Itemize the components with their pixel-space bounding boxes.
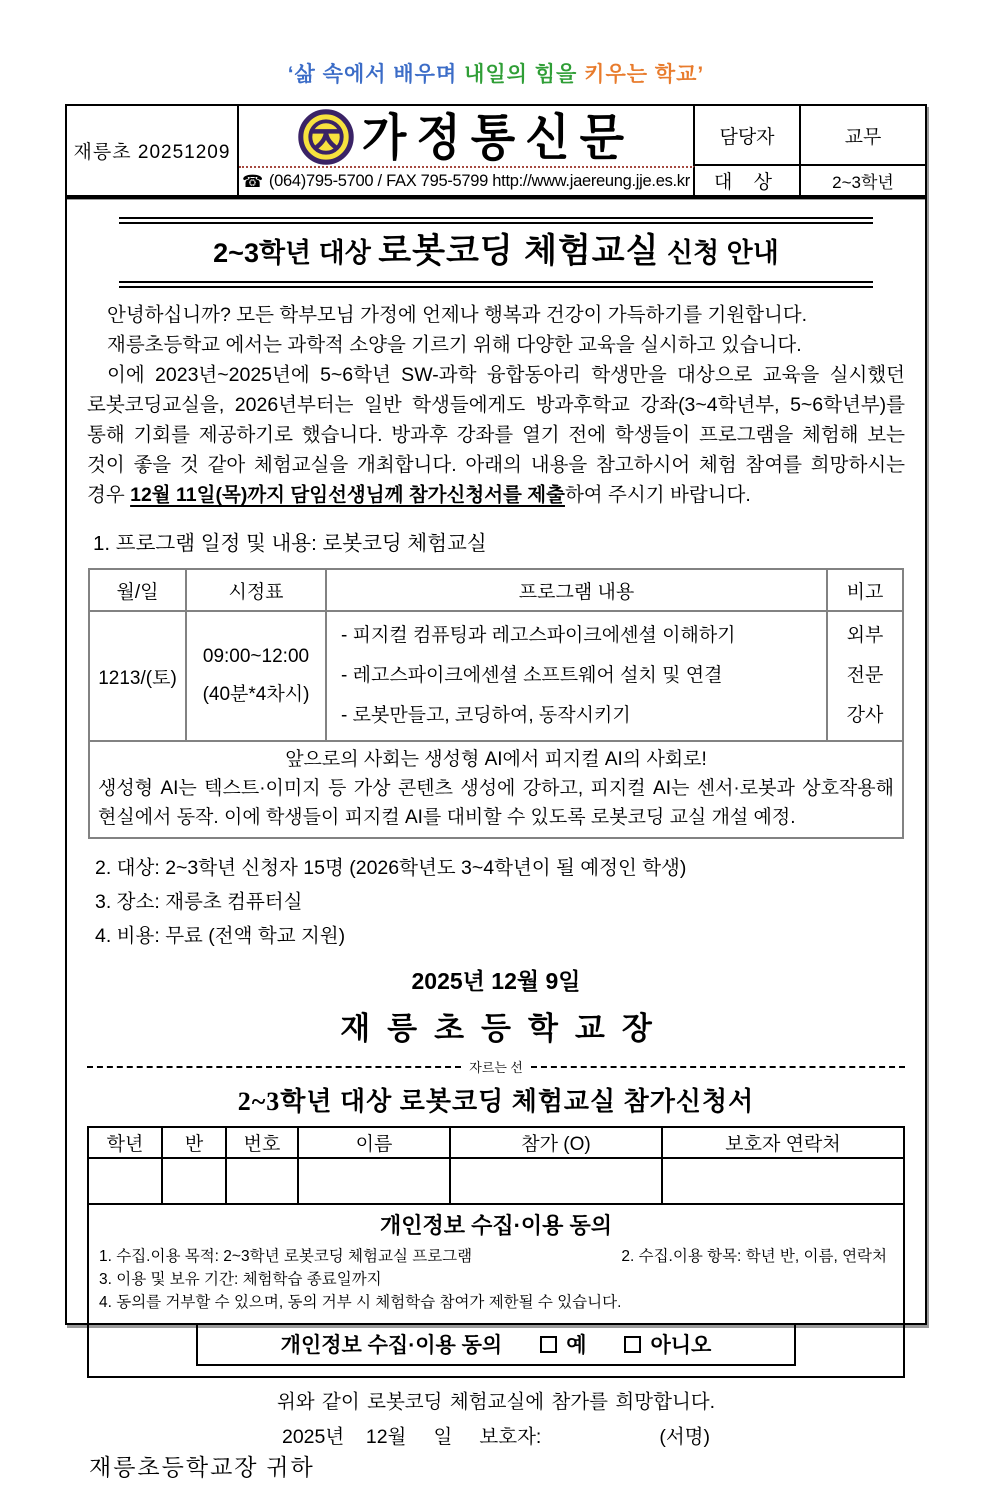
column-header-grade: 학년 bbox=[88, 1127, 162, 1158]
consent-option-yes[interactable] bbox=[540, 1329, 586, 1359]
number-field[interactable] bbox=[226, 1158, 298, 1204]
privacy-items-row bbox=[99, 1245, 893, 1268]
column-header-date: 월/일 bbox=[89, 569, 186, 611]
slogan-segment-green: 내일의 힘을 bbox=[464, 63, 585, 86]
column-header-number: 번호 bbox=[226, 1127, 298, 1158]
notice-item-target: 2. 대상: 2~3학년 신청자 15명 (2026학년도 3~4학년이 될 예정인 학생) bbox=[95, 857, 687, 880]
consent-option-no[interactable] bbox=[624, 1329, 711, 1359]
intro-paragraph-2: 재릉초등학교 에서는 과학적 소양을 기르기 위해 다양한 교육을 실시하고 있습니다. bbox=[107, 334, 802, 357]
class-field[interactable] bbox=[162, 1158, 226, 1204]
privacy-consent-section bbox=[87, 1205, 905, 1378]
submission-deadline: 12월 11일(목)까지 담임선생님께 참가신청서를 제출 bbox=[130, 484, 565, 507]
program-date: 1213/(토) bbox=[89, 611, 186, 741]
school-logo-icon bbox=[298, 109, 354, 165]
contact-line bbox=[239, 166, 695, 195]
masthead-cell bbox=[239, 106, 695, 166]
masthead-table bbox=[65, 104, 927, 197]
notice-item-place: 3. 장소: 재릉초 컴퓨터실 bbox=[95, 891, 303, 914]
signature-date-text: 2025년 12월 일 보호자: bbox=[281, 1426, 542, 1449]
application-form-title: 2~3학년 대상 로봇코딩 체험교실 참가신청서 bbox=[237, 1087, 755, 1117]
manager-label: 담당자 bbox=[695, 106, 801, 166]
notice-item-cost: 4. 비용: 무료 (전액 학교 지원) bbox=[95, 925, 346, 948]
intro-paragraphs bbox=[87, 300, 905, 510]
program-table-footer-row bbox=[89, 741, 903, 838]
program-table-data-row bbox=[89, 611, 903, 741]
program-note-line: 강사 bbox=[846, 705, 884, 727]
program-time-range: 09:00~12:00 bbox=[202, 646, 310, 668]
consent-yes-label: 예 bbox=[566, 1334, 587, 1358]
intro-paragraph-1: 안녕하십니까? 모든 학부모님 가정에 언제나 행복과 건강이 가득하기를 기원합니다. bbox=[107, 304, 808, 327]
guardian-contact-field[interactable] bbox=[662, 1158, 904, 1204]
application-table-header-row bbox=[88, 1127, 904, 1158]
cut-here-label: 자르는 선 bbox=[469, 1060, 523, 1076]
column-header-timetable: 시정표 bbox=[186, 569, 326, 611]
program-content bbox=[326, 611, 827, 741]
privacy-item-refusal: 4. 동의를 거부할 수 있으며, 동의 거부 시 체험학습 참여가 제한될 수 있습니다. bbox=[99, 1294, 622, 1312]
ai-society-note-body: 생성형 AI는 텍스트·이미지 등 가상 콘텐츠 생성에 강하고, 피지컬 AI는 센서·로봇과 상호작용해 현실에서 동작. 이에 학생들이 피지컬 AI를 대비할 수 있도록 로봇코딩 교실 개설 예정. bbox=[98, 778, 894, 829]
program-content-item: - 피지컬 컴퓨팅과 레고스파이크에센셜 이해하기 bbox=[341, 625, 736, 647]
consent-no-label: 아니오 bbox=[650, 1334, 712, 1358]
target-value: 2~3학년 bbox=[832, 173, 894, 192]
application-table-entry-row bbox=[88, 1158, 904, 1204]
privacy-item-purpose: 1. 수집.이용 목적: 2~3학년 로봇코딩 체험교실 프로그램 bbox=[99, 1248, 473, 1266]
program-table-header-row bbox=[89, 569, 903, 611]
checkbox-no-icon[interactable] bbox=[624, 1336, 641, 1353]
checkbox-yes-icon[interactable] bbox=[540, 1336, 557, 1353]
masthead-title: 가정통신문 bbox=[361, 107, 635, 167]
ai-society-note bbox=[89, 741, 903, 838]
program-content-item: - 레고스파이크에센셜 소프트웨어 설치 및 연결 bbox=[341, 665, 723, 687]
participate-field[interactable] bbox=[450, 1158, 662, 1204]
program-schedule-table bbox=[88, 568, 904, 839]
program-note bbox=[827, 611, 903, 741]
participation-statement: 위와 같이 로봇코딩 체험교실에 참가를 희망합니다. bbox=[276, 1391, 716, 1414]
ai-society-note-title: 앞으로의 사회는 생성형 AI에서 피지컬 AI의 사회로! bbox=[285, 749, 707, 771]
section-1-heading: 1. 프로그램 일정 및 내용: 로봇코딩 체험교실 bbox=[93, 532, 487, 556]
column-header-content: 프로그램 내용 bbox=[326, 569, 827, 611]
signature-date-line bbox=[87, 1421, 905, 1449]
notice-item-list bbox=[95, 851, 905, 953]
notice-title-prefix: 2~3학년 대상 bbox=[213, 238, 379, 268]
principal-signature: 재릉초등학교장 bbox=[340, 1011, 669, 1047]
application-form bbox=[87, 1126, 905, 1378]
manager-value: 교무 bbox=[801, 106, 925, 166]
phone-icon: ☎ bbox=[242, 171, 263, 191]
name-field[interactable] bbox=[298, 1158, 450, 1204]
grade-field[interactable] bbox=[88, 1158, 162, 1204]
column-header-note: 비고 bbox=[827, 569, 903, 611]
intro-paragraph-3-text: 이에 2023년~2025년에 5~6학년 SW-과학 융합동아리 학생만을 대상으로 교육을 실시했던 로봇코딩교실을, 2026년부터는 일반 학생들에게도 방과후학교 강좌(3~4학년부, 5~6학년부)를 통해 기회를 제공하기로 했습니다. 방과후 강좌를 열기 전에 학생들이 프로그램을 체험해 보는 것이 좋을 것 같아 체험교실을 개최합니다. 아래의 내용을 참고하시어 체험 참여를 희망하시는 경우 bbox=[87, 364, 905, 507]
intro-paragraph-3 bbox=[87, 360, 905, 510]
issue-date: 2025년 12월 9일 bbox=[411, 968, 581, 995]
consent-choice-box bbox=[196, 1323, 796, 1366]
program-time bbox=[186, 611, 326, 741]
application-table bbox=[87, 1126, 905, 1205]
column-header-name: 이름 bbox=[298, 1127, 450, 1158]
notice-title bbox=[119, 217, 873, 288]
school-slogan bbox=[0, 0, 992, 88]
cut-here-line bbox=[87, 1057, 905, 1076]
target-label: 대 상 bbox=[695, 166, 801, 195]
notice-body bbox=[65, 197, 927, 1481]
column-header-guardian-contact: 보호자 연락처 bbox=[662, 1127, 904, 1158]
program-time-detail: (40분*4차시) bbox=[202, 684, 310, 706]
slogan-segment-orange: 키우는 학교’ bbox=[584, 63, 705, 86]
form-addressee: 재릉초등학교장 귀하 bbox=[89, 1455, 315, 1481]
contact-text: (064)795-5700 / FAX 795-5799 http://www.jaereung.jje.es.kr bbox=[268, 172, 690, 190]
column-header-participate: 참가 (O) bbox=[450, 1127, 662, 1158]
privacy-section-title: 개인정보 수집·이용 동의 bbox=[379, 1213, 613, 1239]
privacy-item-scope: 2. 수집.이용 항목: 학년 반, 이름, 연락처 bbox=[621, 1248, 887, 1266]
column-header-class: 반 bbox=[162, 1127, 226, 1158]
program-note-line: 전문 bbox=[846, 665, 884, 687]
document-number: 재릉초 20251209 bbox=[67, 106, 239, 195]
privacy-item-retention: 3. 이용 및 보유 기간: 체험학습 종료일까지 bbox=[99, 1271, 382, 1289]
slogan-segment-blue: ‘삶 속에서 배우며 bbox=[287, 63, 465, 86]
notice-title-suffix: 신청 안내 bbox=[659, 238, 779, 268]
signature-hint: (서명) bbox=[659, 1426, 711, 1449]
program-content-item: - 로봇만들고, 코딩하여, 동작시키기 bbox=[341, 705, 631, 727]
notice-title-main: 로봇코딩 체험교실 bbox=[378, 232, 660, 270]
consent-label: 개인정보 수집·이용 동의 bbox=[280, 1334, 503, 1358]
program-note-line: 외부 bbox=[846, 625, 884, 647]
intro-paragraph-3-tail: 하여 주시기 바랍니다. bbox=[564, 484, 751, 507]
